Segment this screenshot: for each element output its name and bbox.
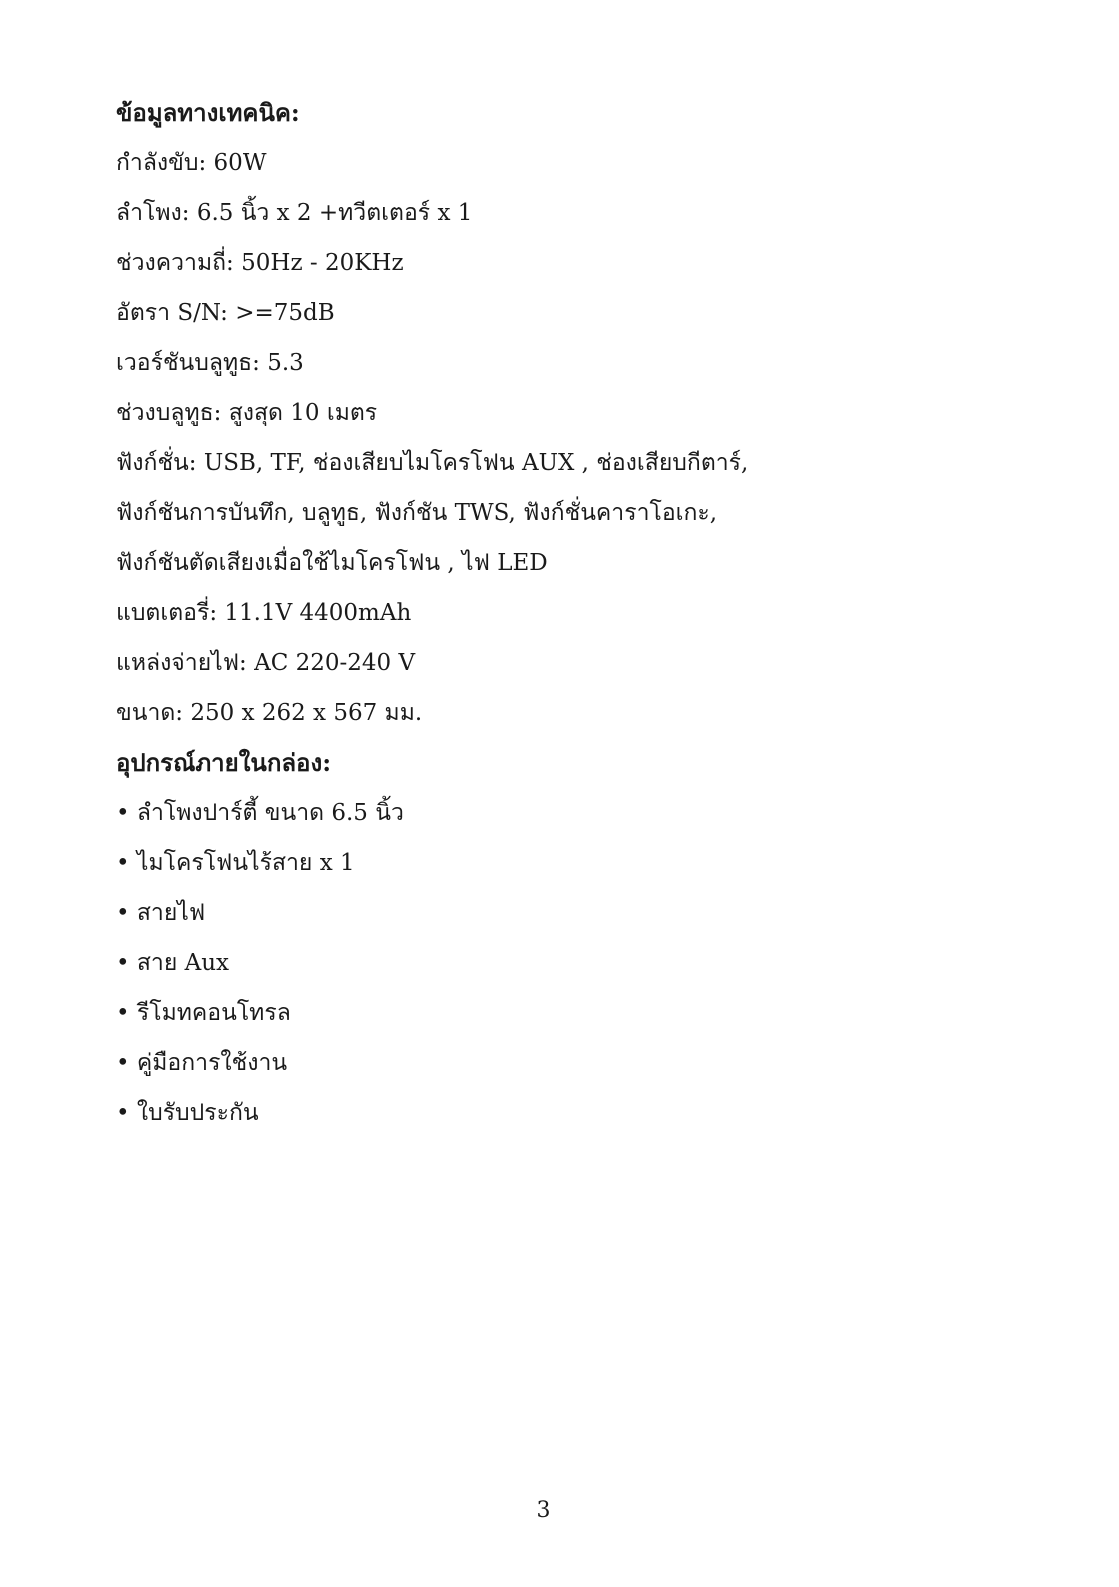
- spec-line-functions-2: ฟังก์ชันการบันทึก, บลูทูธ, ฟังก์ชัน TWS, ฟังก์ชั่นคาราโอเกะ,: [116, 500, 718, 526]
- spec-line-power-supply: แหล่งจ่ายไฟ: AC 220-240 V: [116, 650, 416, 676]
- spec-line-speaker: ลำโพง: 6.5 นิ้ว x 2 +ทวีตเตอร์ x 1: [116, 200, 473, 226]
- page-number: 3: [536, 1498, 551, 1523]
- spec-line-power: กำลังขับ: 60W: [116, 150, 267, 176]
- spec-line-bluetooth-version: เวอร์ชันบลูทูธ: 5.3: [116, 350, 304, 376]
- list-item: • คู่มือการใช้งาน: [116, 1050, 288, 1076]
- spec-line-dimensions: ขนาด: 250 x 262 x 567 มม.: [116, 700, 423, 726]
- specs-heading: ข้อมูลทางเทคนิค:: [116, 98, 300, 127]
- list-item: • รีโมทคอนโทรล: [116, 1000, 291, 1026]
- page-content: [116, 88, 1016, 1138]
- list-item: • ลำโพงปาร์ตี้ ขนาด 6.5 นิ้ว: [116, 800, 404, 826]
- list-item: • สายไฟ: [116, 900, 206, 926]
- spec-line-snr: อัตรา S/N: >=75dB: [116, 300, 335, 326]
- spec-line-functions-1: ฟังก์ชั่น: USB, TF, ช่องเสียบไมโครโฟน AUX , ช่องเสียบกีตาร์,: [116, 450, 749, 476]
- spec-line-functions-3: ฟังก์ชันตัดเสียงเมื่อใช้ไมโครโฟน , ไฟ LED: [116, 550, 548, 576]
- spec-line-frequency: ช่วงความถี่: 50Hz - 20KHz: [116, 250, 404, 276]
- list-item: • สาย Aux: [116, 950, 230, 976]
- list-item: • ไมโครโฟนไร้สาย x 1: [116, 850, 355, 876]
- box-contents-heading: อุปกรณ์ภายในกล่อง:: [116, 748, 332, 777]
- list-item: • ใบรับประกัน: [116, 1100, 259, 1126]
- spec-line-bluetooth-range: ช่วงบลูทูธ: สูงสุด 10 เมตร: [116, 400, 378, 426]
- spec-line-battery: แบตเตอรี่: 11.1V 4400mAh: [116, 600, 412, 626]
